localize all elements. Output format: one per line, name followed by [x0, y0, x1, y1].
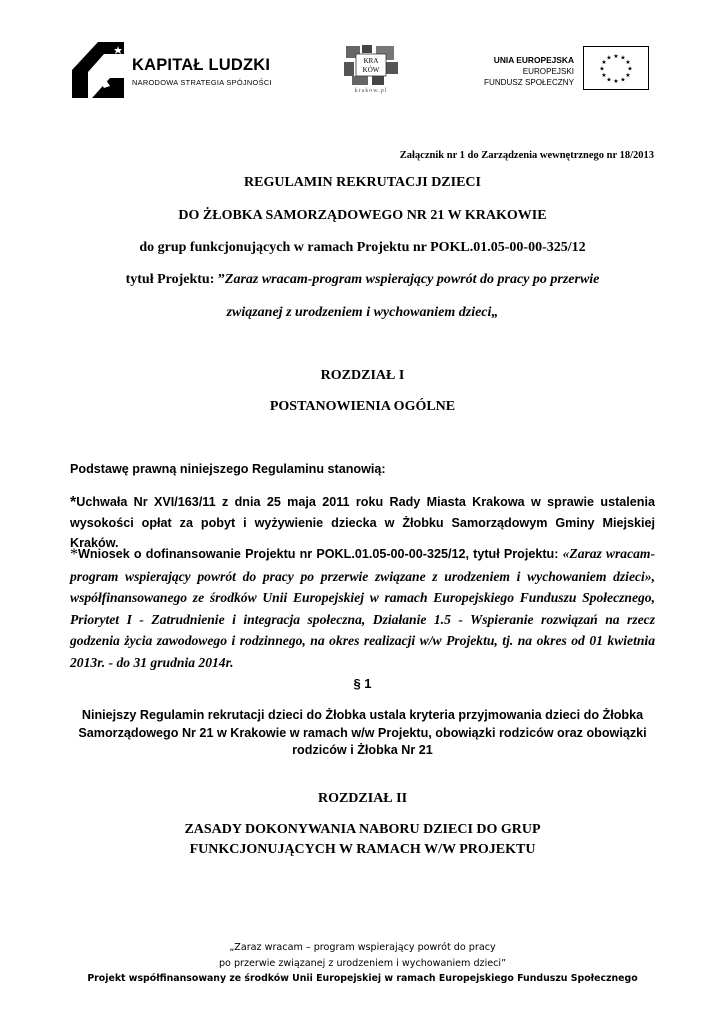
project-title-italic: Zaraz wracam-program wspierający powrót do pracy po przerwie: [224, 272, 600, 287]
eu-logo-line2: EUROPEJSKI: [522, 67, 574, 76]
annex-reference: Załącznik nr 1 do Zarządzenia wewnętrznego nr 18/2013: [399, 150, 654, 161]
eu-logo-line1: UNIA EUROPEJSKA: [493, 55, 574, 65]
chapter1-label: ROZDZIAŁ I: [320, 368, 405, 383]
svg-text:★: ★: [625, 59, 631, 66]
kapital-ludzki-logo: [70, 40, 290, 100]
kapital-ludzki-subtitle: NARODOWA STRATEGIA SPÓJNOŚCI: [132, 78, 272, 87]
svg-text:KÓW: KÓW: [362, 66, 380, 74]
page-footer: [40, 940, 685, 987]
section1-label: § 1: [353, 676, 372, 691]
kapital-ludzki-emblem-icon: [70, 40, 126, 100]
chapter1-title: POSTANOWIENIA OGÓLNE: [269, 399, 456, 414]
chapter2-title-line2: FUNKCJONUJĄCYCH W RAMACH W/W PROJEKTU: [189, 842, 536, 857]
chapter2-title-line1: ZASADY DOKONYWANIA NABORU DZIECI DO GRUP: [184, 822, 541, 837]
svg-text:★: ★: [601, 59, 607, 66]
bullet2-sans-text: Wniosek o dofinansowanie Projektu nr POKL.01.05-00-00-325/12, tytuł Projektu:: [78, 547, 563, 561]
document-title-line4: [70, 272, 655, 288]
svg-text:★: ★: [606, 54, 612, 62]
chapter2-label: ROZDZIAŁ II: [317, 791, 408, 806]
document-title-line5: związanej z urodzeniem i wychowaniem dzieci„: [226, 305, 499, 320]
svg-text:KRA: KRA: [363, 57, 379, 65]
document-title-line1: REGULAMIN REKRUTACJI DZIECI: [244, 175, 481, 190]
krakow-url: krakow.pl: [354, 88, 388, 94]
svg-text:★: ★: [606, 76, 612, 84]
krakow-emblem-icon: [340, 44, 402, 86]
svg-text:★: ★: [627, 65, 633, 73]
legal-basis-bullet-2: [70, 543, 655, 673]
svg-text:★: ★: [625, 72, 631, 79]
project-title-prefix: tytuł Projektu: ”: [125, 272, 225, 287]
svg-text:★: ★: [620, 76, 626, 84]
eu-fund-logo-text: [470, 54, 574, 88]
eu-logo-line3: FUNDUSZ SPOŁECZNY: [484, 78, 574, 87]
svg-text:★: ★: [599, 65, 605, 73]
footer-line2: po przerwie związanej z urodzeniem i wychowaniem dzieci”: [218, 957, 507, 969]
eu-flag-icon: [583, 46, 649, 90]
document-title-line2: DO ŻŁOBKA SAMORZĄDOWEGO NR 21 W KRAKOWIE: [178, 208, 547, 223]
svg-text:★: ★: [601, 72, 607, 79]
svg-text:★: ★: [613, 78, 619, 85]
bullet1-text: Uchwała Nr XVI/163/11 z dnia 25 maja 2011 roku Rady Miasta Krakowa w sprawie ustalenia wysokości opłat za pobyt i wyżywienie dziecka w Żłobku Samorządowym Gminy Miejskiej Kraków.: [70, 495, 655, 550]
section1-text: Niniejszy Regulamin rekrutacji dzieci do Żłobka ustala kryteria przyjmowania dzieci do Żłobka Samorządowego Nr 21 w Krakowie w ramach w/w Projektu, obowiązki rodziców oraz obowiązki rodziców i Żłobka Nr 21: [78, 708, 647, 757]
footer-line1: „Zaraz wracam – program wspierający powrót do pracy: [229, 942, 496, 953]
bullet-star-icon: *: [70, 494, 77, 511]
bullet-star-icon: *: [70, 546, 78, 563]
kapital-ludzki-title: KAPITAŁ LUDZKI: [132, 56, 271, 74]
svg-text:★: ★: [620, 54, 626, 62]
svg-text:★: ★: [613, 53, 619, 60]
krakow-logo: [340, 44, 402, 96]
footer-line3: Projekt współfinansowany ze środków Unii Europejskiej w ramach Europejskiego Funduszu Społecznego: [87, 973, 638, 984]
legal-basis-intro: Podstawę prawną niniejszego Regulaminu stanowią:: [70, 462, 386, 476]
bullet2-italic-text: «Zaraz wracam-program wspierający powrót do pracy po przerwie związane z urodzeniem i wychowaniem dzieci», współfinansowanego ze środków Unii Europejskiej w ramach Europejskiego Funduszu Społecznego, Priorytet I - Zatrudnienie i integracja społeczna, Działanie 1.5 - Wspieranie rozwiązań na rzecz godzenia życia zawodowego i rodzinnego, na okres realizacji w/w Projektu, tj. na okres od 01 kwietnia 2013r. - do 31 grudnia 2014r.: [70, 546, 656, 670]
document-title-line3: do grup funkcjonujących w ramach Projektu nr POKL.01.05-00-00-325/12: [139, 240, 586, 255]
